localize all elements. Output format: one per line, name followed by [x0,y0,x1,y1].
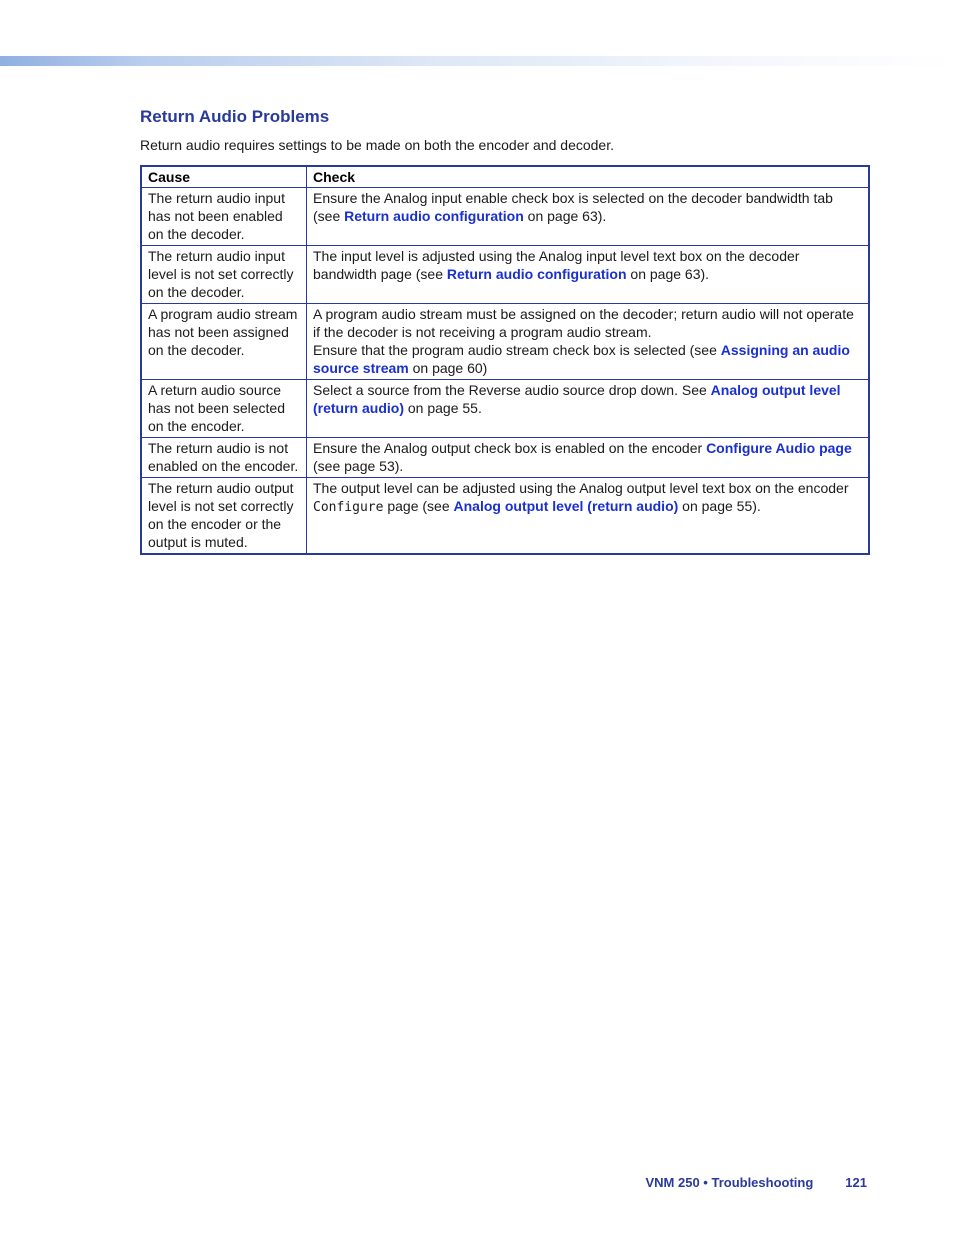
cause-cell: The return audio output level is not set correctly on the encoder or the output is muted. [141,478,307,555]
cross-reference-link[interactable]: Analog output level (return audio) [453,498,679,514]
check-text: on page 60) [408,360,488,376]
cross-reference-link[interactable]: Return audio configuration [344,208,524,224]
cause-cell: The return audio is not enabled on the encoder. [141,438,307,478]
check-cell [307,246,870,304]
check-text: The output level can be adjusted using the Analog output level text box on the encoder [313,480,849,496]
table-row [141,246,869,304]
check-text: on page 63). [626,266,710,282]
footer-document-title: VNM 250 • Troubleshooting [645,1175,814,1190]
table-row [141,188,869,246]
check-text: The input level is adjusted using the Analog input level text box on the decoder bandwidth page (see [313,248,800,282]
check-text: page (see [383,498,454,514]
section-title: Return Audio Problems [140,107,330,126]
check-text: Select a source from the Reverse audio source drop down. See [313,382,711,398]
page-footer [646,1175,868,1190]
page-number: 121 [845,1175,867,1190]
check-text: on page 63). [523,208,607,224]
check-text: A program audio stream must be assigned on the decoder; return audio will not operate if the decoder is not receiving a program audio stream. [313,306,854,340]
check-cell [307,188,870,246]
check-cell [307,438,870,478]
cause-cell: A return audio source has not been selected on the encoder. [141,380,307,438]
cause-cell: The return audio input has not been enabled on the decoder. [141,188,307,246]
cross-reference-link[interactable]: Analog output level (return audio) [313,382,841,416]
intro-text: Return audio requires settings to be made on both the encoder and decoder. [140,137,614,153]
check-cell [307,478,870,555]
check-text: on page 55. [404,400,482,416]
troubleshooting-table [140,165,870,555]
table-row [141,478,869,555]
cross-reference-link[interactable]: Return audio configuration [446,266,627,282]
cause-cell: The return audio input level is not set correctly on the decoder. [141,246,307,304]
check-cell [307,380,870,438]
cause-cell: A program audio stream has not been assigned on the decoder. [141,304,307,380]
table-header-row [141,166,869,188]
check-text: Ensure that the program audio stream check box is selected (see [313,342,721,358]
cross-reference-link[interactable]: Assigning an audio source stream [313,342,850,376]
cross-reference-link[interactable]: Configure Audio page [706,440,852,456]
check-text: Ensure the Analog output check box is enabled on the encoder [313,440,707,456]
check-text: Ensure the Analog input enable check box is selected on the decoder bandwidth tab (see [313,190,833,224]
ui-page-name: Configure [313,500,384,515]
table-row [141,380,869,438]
check-cell [307,304,870,380]
column-header-cause: Cause [141,166,307,188]
check-text: on page 55). [678,498,761,514]
column-header-check: Check [307,166,870,188]
header-gradient-band [0,56,954,66]
check-text: (see page 53). [313,458,404,474]
table-row [141,438,869,478]
table-row [141,304,869,380]
